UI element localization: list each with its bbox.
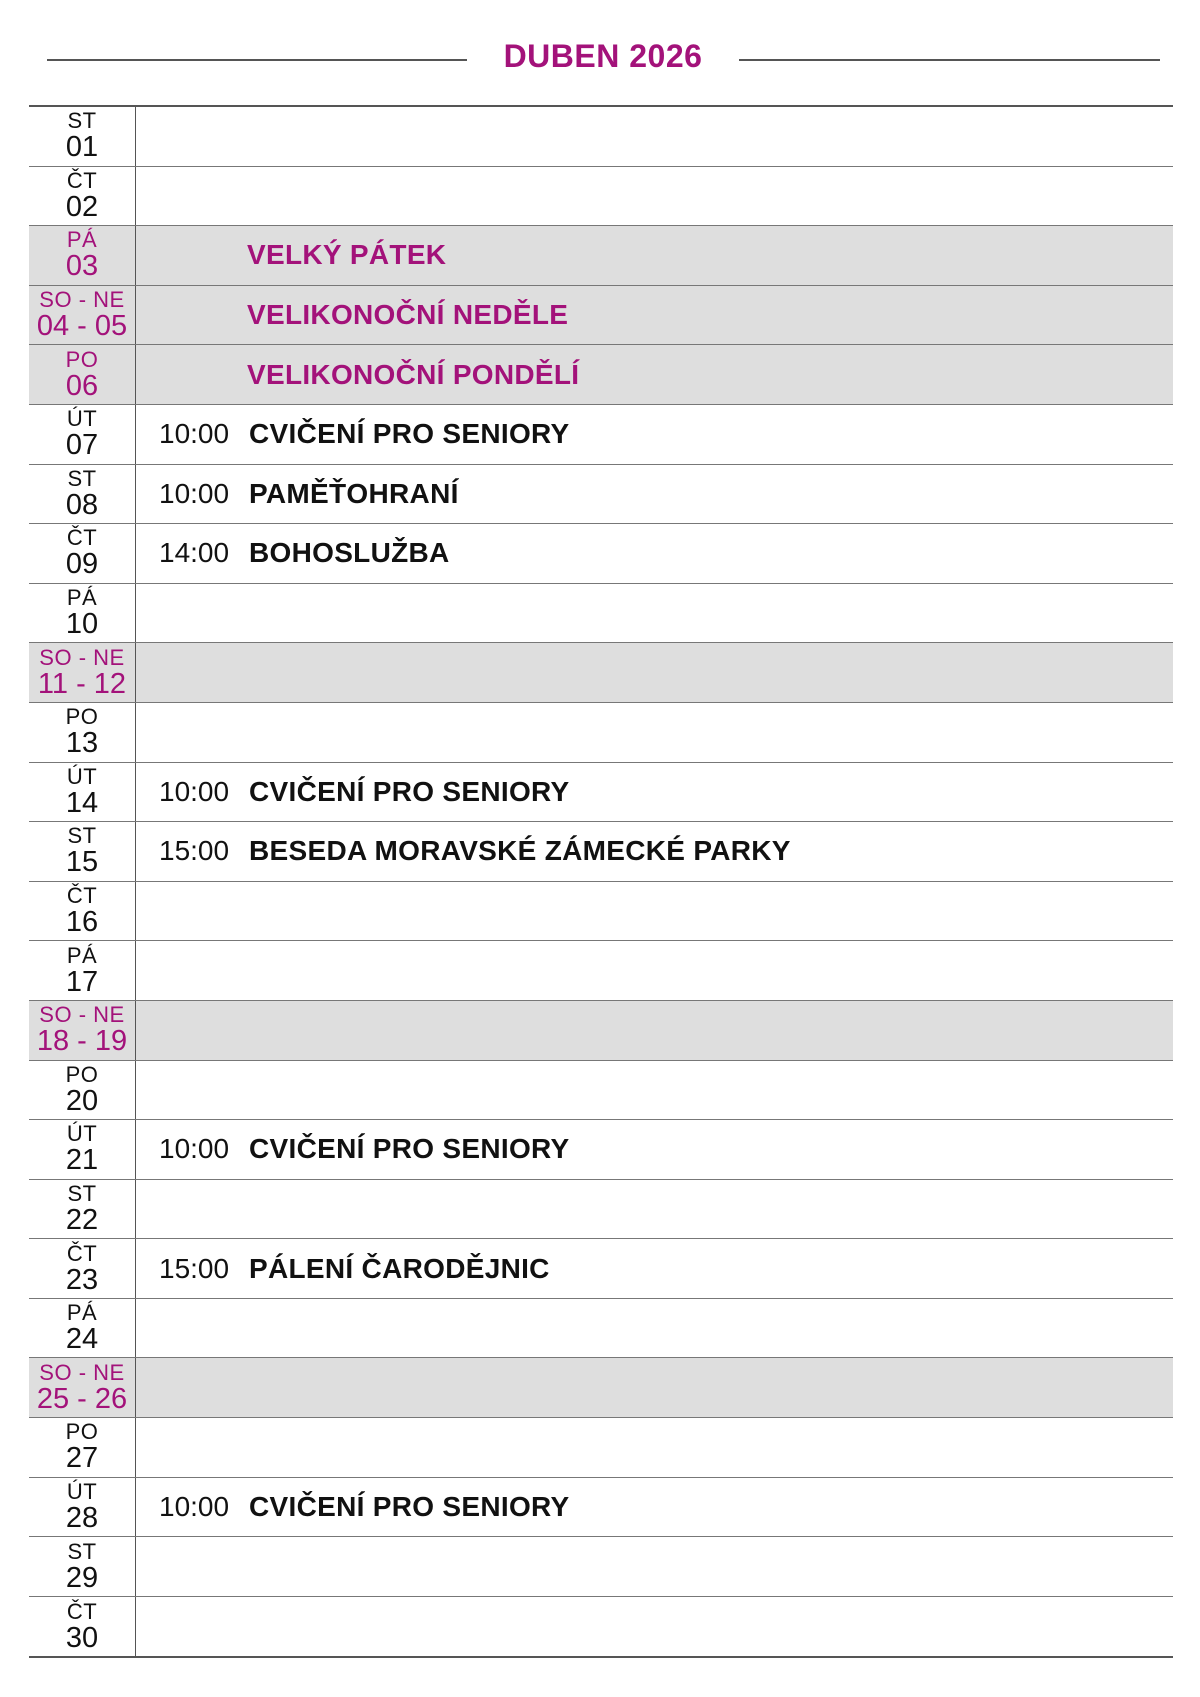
event-entry [159, 1239, 550, 1298]
day-of-week: ST [67, 1180, 97, 1206]
day-of-week: SO - NE [39, 1359, 125, 1385]
calendar-row [29, 763, 1173, 823]
day-date: 14 [65, 786, 99, 819]
day-of-week: ÚT [66, 763, 98, 789]
day-cell [29, 1478, 136, 1537]
calendar-row-weekend [29, 226, 1173, 286]
calendar-row [29, 703, 1173, 763]
calendar-row [29, 1597, 1173, 1657]
day-date: 18 - 19 [36, 1025, 128, 1058]
day-date: 17 [65, 965, 99, 998]
day-date: 28 [65, 1501, 99, 1534]
day-of-week: PÁ [66, 942, 98, 968]
holiday-label: VELIKONOČNÍ PONDĚLÍ [247, 358, 580, 390]
day-of-week: PÁ [66, 585, 98, 611]
day-of-week: PO [65, 1419, 99, 1445]
day-of-week: ÚT [66, 406, 98, 432]
day-date: 23 [65, 1263, 99, 1296]
day-of-week: ČT [66, 167, 98, 193]
day-cell [29, 107, 136, 166]
day-date: 04 - 05 [36, 310, 128, 343]
event-title: BOHOSLUŽBA [249, 537, 450, 569]
day-date: 10 [65, 608, 99, 641]
day-date: 15 [65, 846, 99, 879]
day-date: 29 [65, 1561, 99, 1594]
calendar-row [29, 1120, 1173, 1180]
day-cell [29, 1537, 136, 1596]
event-entry [159, 1478, 570, 1537]
holiday-label: VELIKONOČNÍ NEDĚLE [247, 299, 569, 331]
calendar-row-weekend [29, 1001, 1173, 1061]
day-cell [29, 524, 136, 583]
calendar-row [29, 1478, 1173, 1538]
calendar-row [29, 465, 1173, 525]
day-date: 08 [65, 488, 99, 521]
event-title: PÁLENÍ ČARODĚJNIC [249, 1252, 550, 1284]
day-date: 07 [65, 429, 99, 462]
event-entry [159, 465, 459, 524]
calendar-row [29, 882, 1173, 942]
calendar-row-weekend [29, 643, 1173, 703]
calendar-row [29, 1418, 1173, 1478]
day-date: 20 [65, 1084, 99, 1117]
calendar-row [29, 524, 1173, 584]
day-cell [29, 1001, 136, 1060]
calendar-row [29, 941, 1173, 1001]
event-entry [159, 822, 791, 881]
day-cell [29, 405, 136, 464]
day-cell [29, 882, 136, 941]
event-title: BESEDA MORAVSKÉ ZÁMECKÉ PARKY [249, 835, 791, 867]
page-header [47, 30, 1160, 88]
day-cell [29, 941, 136, 1000]
day-of-week: SO - NE [39, 644, 125, 670]
header-rule-left [47, 59, 467, 61]
event-entry [159, 524, 450, 583]
day-of-week: PO [65, 346, 99, 372]
day-cell [29, 345, 136, 404]
day-date: 03 [65, 250, 99, 283]
event-title: CVIČENÍ PRO SENIORY [249, 775, 570, 807]
day-date: 25 - 26 [36, 1382, 128, 1415]
calendar-row [29, 584, 1173, 644]
event-time: 10:00 [159, 1133, 230, 1165]
day-cell [29, 1299, 136, 1358]
day-date: 24 [65, 1323, 99, 1356]
event-time: 10:00 [159, 477, 230, 509]
day-cell [29, 1061, 136, 1120]
day-of-week: PÁ [66, 1300, 98, 1326]
day-date: 01 [65, 131, 99, 164]
day-cell [29, 1358, 136, 1417]
day-of-week: PO [65, 1061, 99, 1087]
header-rule-right [739, 59, 1160, 61]
calendar-row [29, 167, 1173, 227]
day-cell [29, 226, 136, 285]
day-cell [29, 167, 136, 226]
event-entry [159, 405, 570, 464]
event-time: 15:00 [159, 1252, 230, 1284]
calendar-row [29, 1061, 1173, 1121]
event-entry [159, 763, 570, 822]
event-time: 10:00 [159, 418, 230, 450]
day-of-week: PÁ [66, 227, 98, 253]
day-of-week: ST [67, 823, 97, 849]
day-cell [29, 822, 136, 881]
event-time: 10:00 [159, 775, 230, 807]
day-of-week: ST [67, 108, 97, 134]
day-date: 27 [65, 1442, 99, 1475]
page-title: DUBEN 2026 [503, 38, 703, 74]
day-cell [29, 1120, 136, 1179]
day-cell [29, 643, 136, 702]
day-of-week: ČT [66, 525, 98, 551]
day-of-week: SO - NE [39, 287, 125, 313]
calendar-row [29, 822, 1173, 882]
day-of-week: ST [67, 1538, 97, 1564]
day-of-week: SO - NE [39, 1002, 125, 1028]
calendar-row-weekend [29, 286, 1173, 346]
day-cell [29, 286, 136, 345]
calendar-row-weekend [29, 1358, 1173, 1418]
day-cell [29, 1418, 136, 1477]
day-date: 06 [65, 369, 99, 402]
event-title: CVIČENÍ PRO SENIORY [249, 418, 570, 450]
day-date: 11 - 12 [37, 667, 127, 700]
event-time: 10:00 [159, 1490, 230, 1522]
holiday-label: VELKÝ PÁTEK [247, 239, 447, 271]
day-date: 16 [65, 906, 99, 939]
event-time: 14:00 [159, 537, 230, 569]
calendar-row-weekend [29, 345, 1173, 405]
day-cell [29, 584, 136, 643]
event-title: CVIČENÍ PRO SENIORY [249, 1490, 570, 1522]
event-entry [159, 1120, 570, 1179]
day-cell [29, 1180, 136, 1239]
day-date: 09 [65, 548, 99, 581]
event-time: 15:00 [159, 835, 230, 867]
day-date: 02 [65, 190, 99, 223]
day-cell [29, 703, 136, 762]
day-of-week: ÚT [66, 1478, 98, 1504]
day-of-week: ČT [66, 883, 98, 909]
event-title: CVIČENÍ PRO SENIORY [249, 1133, 570, 1165]
day-cell [29, 1239, 136, 1298]
day-date: 22 [65, 1203, 99, 1236]
day-of-week: ČT [66, 1598, 98, 1624]
day-cell [29, 763, 136, 822]
day-cell [29, 465, 136, 524]
day-cell [29, 1597, 136, 1657]
event-title: PAMĚŤOHRANÍ [249, 477, 459, 509]
calendar-row [29, 107, 1173, 167]
day-of-week: ST [67, 465, 97, 491]
calendar-row [29, 1239, 1173, 1299]
day-of-week: ÚT [66, 1121, 98, 1147]
calendar-row [29, 405, 1173, 465]
calendar-row [29, 1299, 1173, 1359]
calendar-row [29, 1537, 1173, 1597]
day-of-week: ČT [66, 1240, 98, 1266]
day-of-week: PO [65, 704, 99, 730]
calendar-row [29, 1180, 1173, 1240]
day-date: 21 [65, 1144, 99, 1177]
month-calendar [29, 105, 1173, 1658]
day-date: 30 [65, 1621, 99, 1654]
day-date: 13 [65, 727, 99, 760]
